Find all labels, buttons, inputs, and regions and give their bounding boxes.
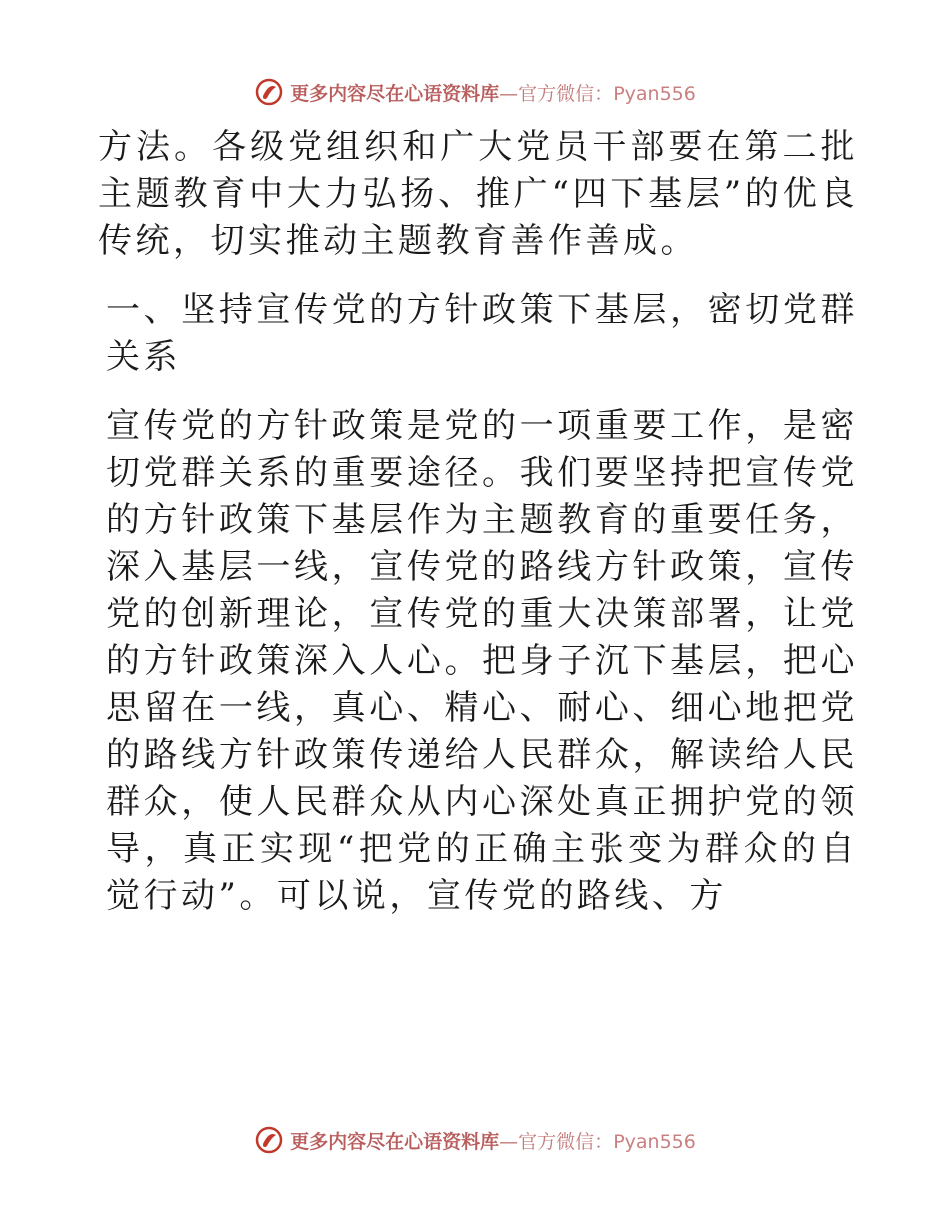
- banner-main-text: 更多内容尽在心语资料库: [290, 1130, 500, 1153]
- banner-dash: —: [499, 82, 519, 105]
- logo-icon: [254, 77, 284, 107]
- header-watermark-banner: [0, 72, 950, 112]
- document-body: [98, 124, 858, 920]
- banner-official-label: 官方微信：: [518, 82, 614, 105]
- banner-dash: —: [499, 1130, 519, 1153]
- section-heading-1: 一、坚持宣传党的方针政策下基层，密切党群关系: [106, 290, 858, 377]
- paragraph-2: 宣传党的方针政策是党的一项重要工作，是密切党群关系的重要途径。我们要坚持把宣传党的方针政策下基层作为主题教育的重要任务，深入基层一线，宣传党的路线方针政策，宣传党的创新理论，宣传党的重大决策部署，让党的方针政策深入人心。把身子沉下基层，把心思留在一线，真心、精心、耐心、细心地把党的路线方针政策传递给人民群众，解读给人民群众，使人民群众从内心深处真正拥护党的领导，真正实现“把党的正确主张变为群众的自觉行动”。可以说，宣传党的路线、方: [106, 406, 858, 916]
- banner-text: [290, 1127, 696, 1154]
- banner-handle: Pyan556: [613, 1130, 696, 1153]
- footer-watermark-banner: [0, 1120, 950, 1160]
- logo-icon: [254, 1125, 284, 1155]
- banner-text: [290, 79, 696, 106]
- banner-handle: Pyan556: [613, 82, 696, 105]
- paragraph-1: 方法。各级党组织和广大党员干部要在第二批主题教育中大力弘扬、推广“四下基层”的优良传统，切实推动主题教育善作善成。: [98, 127, 858, 261]
- banner-official-label: 官方微信：: [518, 1130, 614, 1153]
- banner-main-text: 更多内容尽在心语资料库: [290, 82, 500, 105]
